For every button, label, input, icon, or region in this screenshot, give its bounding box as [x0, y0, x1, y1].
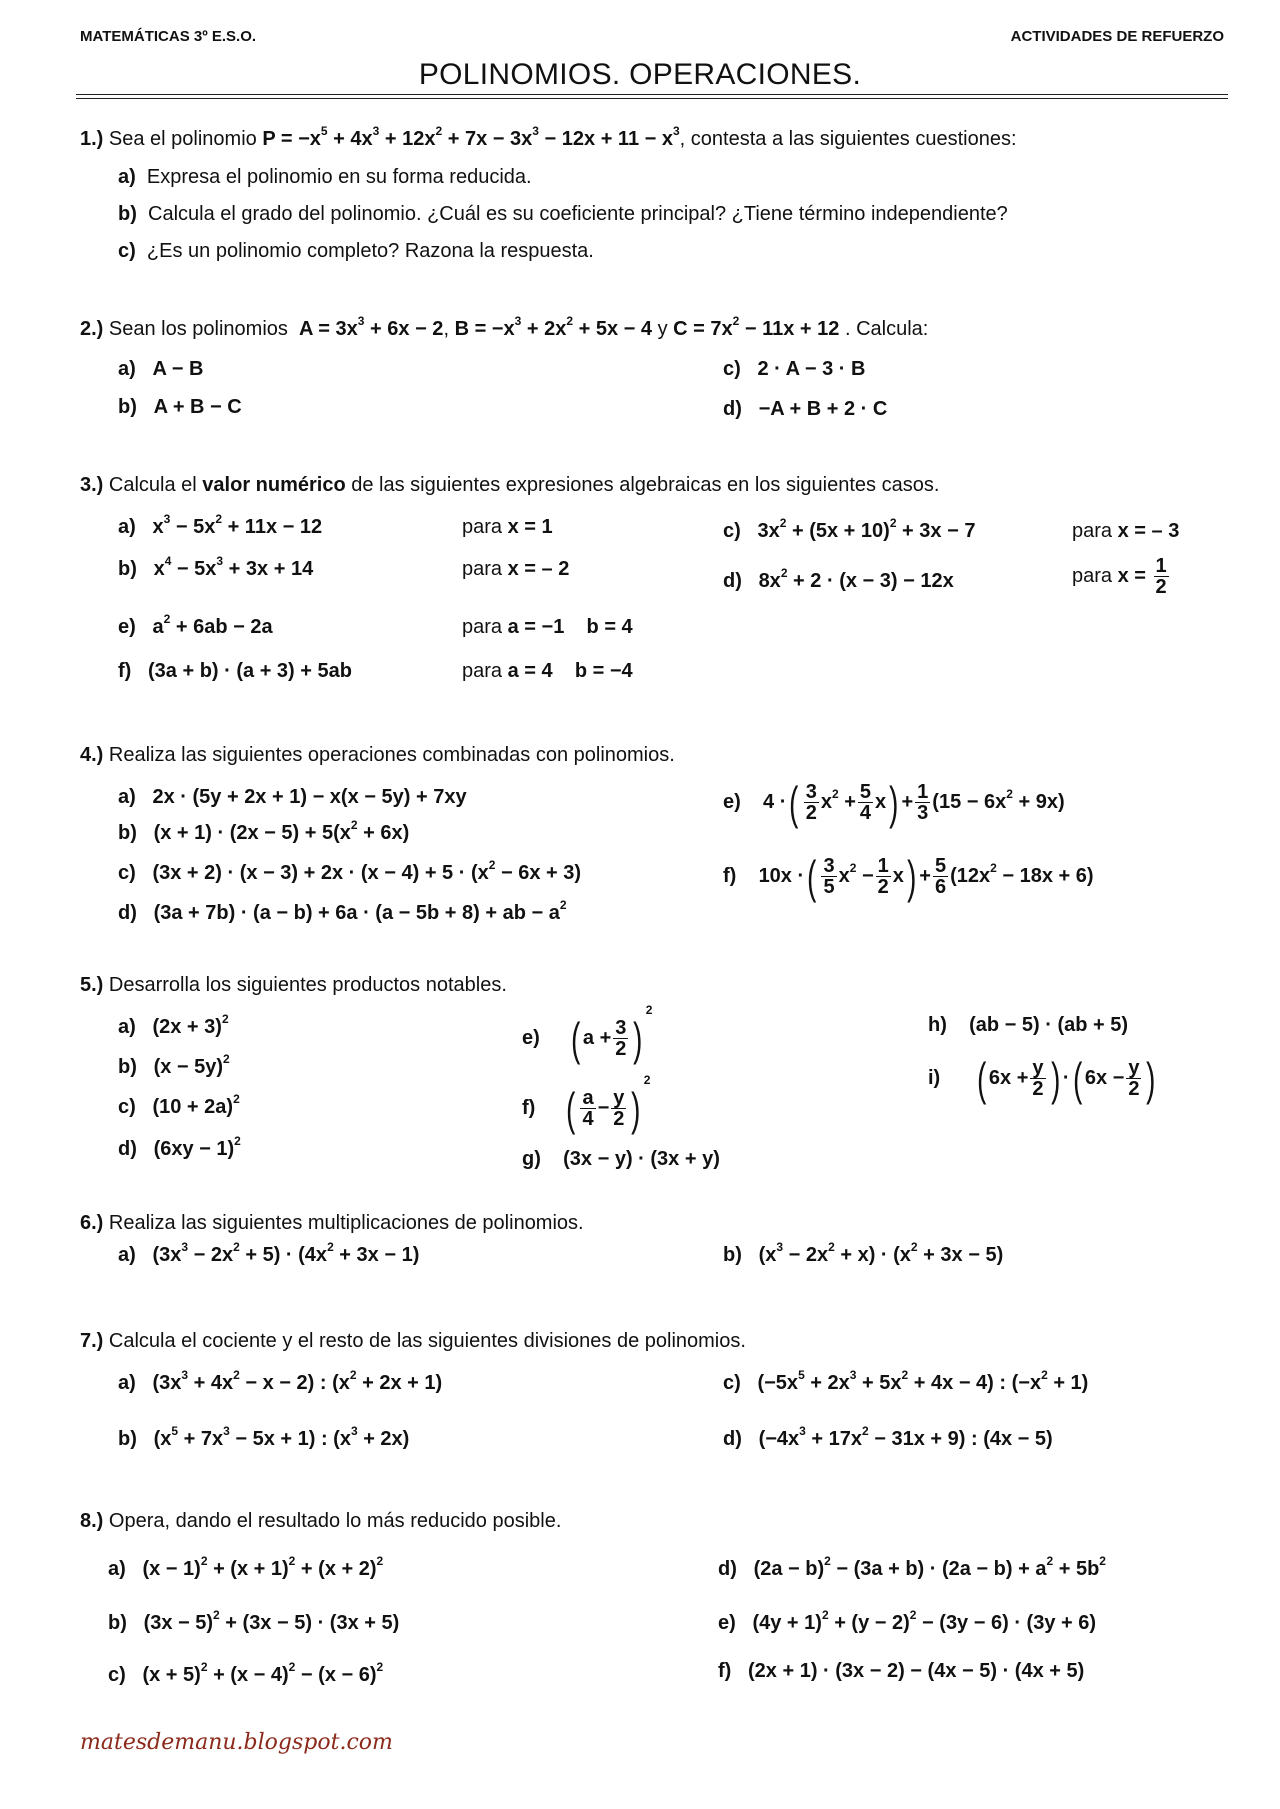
question-text: Sea el polinomio: [108, 128, 257, 150]
q6-item-b: b) $(x^3 - 2x^2 + x) \cdot (x^2 + 3x - 5)$: [723, 1240, 1004, 1266]
q2-item-c: c) 2 · A − 3 · B: [723, 358, 866, 380]
title-rule-top: [76, 94, 1228, 95]
q3-item-e: e) $a^2 + 6ab - 2a$: [118, 612, 273, 638]
q5-item-c: c) $(10 + 2a)^2$: [118, 1092, 240, 1118]
question-number: 3.): [80, 474, 104, 496]
q3-item-d: d) $8x^2 + 2 \cdot (x - 3) - 12x$: [723, 566, 954, 592]
polynomial-a: $A = 3x^3 + 6x - 2$: [299, 314, 444, 340]
q3-cond-f: para a = 4 b = −4: [462, 660, 633, 682]
polynomial-p: $P = -x^5 + 4x^3 + 12x^2 + 7x - 3x^3 - 12x + 11 - x^3$: [262, 124, 680, 150]
q8-item-a: a) $(x - 1)^2 + (x + 1)^2 + (x + 2)^2$: [108, 1554, 384, 1580]
q8-item-b: b) $(3x - 5)^2 + (3x - 5) \cdot (3x + 5)$: [108, 1608, 400, 1634]
q4-item-e: e) 4 ·( $\frac{3}{2}$ $x^2$ + $\frac{5}{4}$ x) + $\frac{1}{3}$ $(15 - 6x^2 + 9x)$: [723, 776, 1065, 829]
q7-item-a: a) $(3x^3 + 4x^2 - x - 2)$ : $(x^2 + 2x + 1)$: [118, 1368, 443, 1394]
question-text: , contesta a las siguientes cuestiones:: [679, 128, 1017, 150]
question-number: 8.): [80, 1510, 104, 1532]
q4-item-b: b) $(x + 1) \cdot (2x - 5) + 5(x^2 + 6x)$: [118, 818, 410, 844]
q8-item-d: d) $(2a - b)^2 - (3a + b) \cdot (2a - b) + a^2 + 5b^2$: [718, 1554, 1106, 1580]
q8-item-c: c) $(x + 5)^2 + (x - 4)^2 - (x - 6)^2$: [108, 1660, 384, 1686]
q3-item-b: b) $x^4 - 5x^3 + 3x + 14$: [118, 554, 314, 580]
q5-item-a: a) $(2x + 3)^2$: [118, 1012, 229, 1038]
q2-item-b: b) A + B − C: [118, 396, 242, 418]
q1-item-a: a) Expresa el polinomio en su forma reducida.: [118, 166, 532, 188]
fraction: $\frac{a}{4}$: [582, 1087, 594, 1131]
q7-item-b: b) $(x^5 + 7x^3 - 5x + 1)$ : $(x^3 + 2x)$: [118, 1424, 410, 1450]
q4-item-d: d) (3a + 7b) · (a − b) + 6a · (a − 5b + 8) + ab − $a^2$: [118, 898, 567, 924]
q6-item-a: a) $(3x^3 - 2x^2 + 5) \cdot (4x^2 + 3x - 1)$: [118, 1240, 420, 1266]
fraction: $\frac{1}{2}$: [877, 855, 889, 898]
q8-item-e: e) $(4y + 1)^2 + (y - 2)^2 - (3y - 6) \cdot (3y + 6)$: [718, 1608, 1097, 1634]
q2-item-a: a) A − B: [118, 358, 204, 380]
question-number: 2.): [80, 318, 104, 340]
question-number: 1.): [80, 128, 104, 150]
header-activity: ACTIVIDADES DE REFUERZO: [1010, 28, 1224, 45]
title-rule-bottom: [76, 98, 1228, 99]
q7-item-d: d) $(-4x^3 + 17x^2 - 31x + 9)$ : (4x − 5): [723, 1424, 1053, 1450]
fraction: $\frac{y}{2}$: [613, 1087, 625, 1131]
q3-cond-d: para x = $\frac{1}{2}$: [1072, 555, 1167, 598]
fraction: $\frac{1}{2}$: [1155, 555, 1167, 598]
question-8: 8.) Opera, dando el resultado lo más reducido posible.: [80, 1510, 562, 1532]
q3-item-a: a) $x^3 - 5x^2 + 11x - 12$: [118, 512, 323, 538]
fraction: $\frac{5}{6}$: [934, 855, 947, 898]
q5-item-d: d) $(6xy - 1)^2$: [118, 1134, 241, 1160]
q2-item-d: d) −A + B + 2 · C: [723, 398, 888, 420]
fraction: $\frac{1}{3}$: [917, 781, 929, 824]
blog-signature: matesdemanu.blogspot.com: [80, 1730, 393, 1755]
q3-cond-c: para x = – 3: [1072, 520, 1180, 542]
polynomial-b: $B = -x^3 + 2x^2 + 5x - 4$: [454, 314, 652, 340]
q1-item-b: b) Calcula el grado del polinomio. ¿Cuál es su coeficiente principal? ¿Tiene término independiente?: [118, 203, 1008, 225]
question-1: [80, 124, 1017, 151]
q3-item-c: c) $3x^2 + (5x + 10)^2 + 3x - 7$: [723, 516, 976, 542]
question-7: 7.) Calcula el cociente y el resto de las siguientes divisiones de polinomios.: [80, 1330, 746, 1352]
q4-item-c: c) $(3x + 2) \cdot (x - 3) + 2x \cdot (x - 4) + 5 \cdot (x^2 - 6x + 3)$: [118, 858, 582, 884]
fraction: $\frac{3}{2}$: [615, 1017, 627, 1061]
fraction: $\frac{5}{4}$: [859, 781, 872, 824]
fraction: $\frac{y}{2}$: [1128, 1057, 1140, 1100]
question-number: 6.): [80, 1212, 104, 1234]
q5-item-b: b) $(x - 5y)^2$: [118, 1052, 230, 1078]
header-subject: MATEMÁTICAS 3º E.S.O.: [80, 28, 257, 45]
q7-item-c: c) $(-5x^5 + 2x^3 + 5x^2 + 4x - 4)$ : $(-x^2 + 1)$: [723, 1368, 1089, 1394]
q3-cond-a: para x = 1: [462, 516, 553, 538]
q5-item-h: h) (ab − 5) · (ab + 5): [928, 1014, 1129, 1036]
q5-item-e: e) ( a + $\frac{3}{2}$ )$^2$: [522, 1003, 653, 1065]
polynomial-c: $C = 7x^2 - 11x + 12$: [673, 314, 840, 340]
question-2: 2.) Sean los polinomios $A = 3x^3 + 6x - 2$, $B = -x^3 + 2x^2 + 5x - 4$ y $C = 7x^2 - 11x + 12$ . Calcula:: [80, 314, 929, 340]
q3-cond-e: para a = −1 b = 4: [462, 616, 633, 638]
page-title: POLINOMIOS. OPERACIONES.: [418, 58, 862, 91]
q5-item-g: g) (3x − y) · (3x + y): [522, 1148, 720, 1170]
question-3: 3.) Calcula el valor numérico de las siguientes expresiones algebraicas en los siguientes casos.: [80, 474, 940, 496]
q8-item-f: f) (2x + 1) · (3x − 2) − (4x − 5) · (4x + 5): [718, 1660, 1085, 1682]
question-4: 4.) Realiza las siguientes operaciones combinadas con polinomios.: [80, 744, 675, 766]
fraction: $\frac{3}{2}$: [805, 781, 817, 824]
q3-item-f: f) (3a + b) · (a + 3) + 5ab: [118, 660, 352, 682]
question-number: 7.): [80, 1330, 104, 1352]
q5-item-i: i) ( 6x + $\frac{y}{2}$ ) ·( 6x − $\frac{y}{2}$ ): [928, 1052, 1156, 1105]
q4-item-a: a) 2x · (5y + 2x + 1) − x(x − 5y) + 7xy: [118, 786, 467, 808]
q5-item-f: f) ( $\frac{a}{4}$ − $\frac{y}{2}$ )$^2$: [522, 1073, 651, 1135]
q4-item-f: f) 10x ·( $\frac{3}{5}$ $x^2$ − $\frac{1}{2}$ x) + $\frac{5}{6}$ $(12x^2 - 18x + 6)$: [723, 850, 1094, 903]
q3-cond-b: para x = – 2: [462, 558, 570, 580]
q1-item-c: c) ¿Es un polinomio completo? Razona la respuesta.: [118, 240, 594, 262]
fraction: $\frac{3}{5}$: [823, 855, 835, 898]
question-5: 5.) Desarrolla los siguientes productos notables.: [80, 974, 507, 996]
question-6: 6.) Realiza las siguientes multiplicaciones de polinomios.: [80, 1212, 584, 1234]
question-number: 4.): [80, 744, 104, 766]
fraction: $\frac{y}{2}$: [1032, 1057, 1044, 1100]
question-number: 5.): [80, 974, 104, 996]
